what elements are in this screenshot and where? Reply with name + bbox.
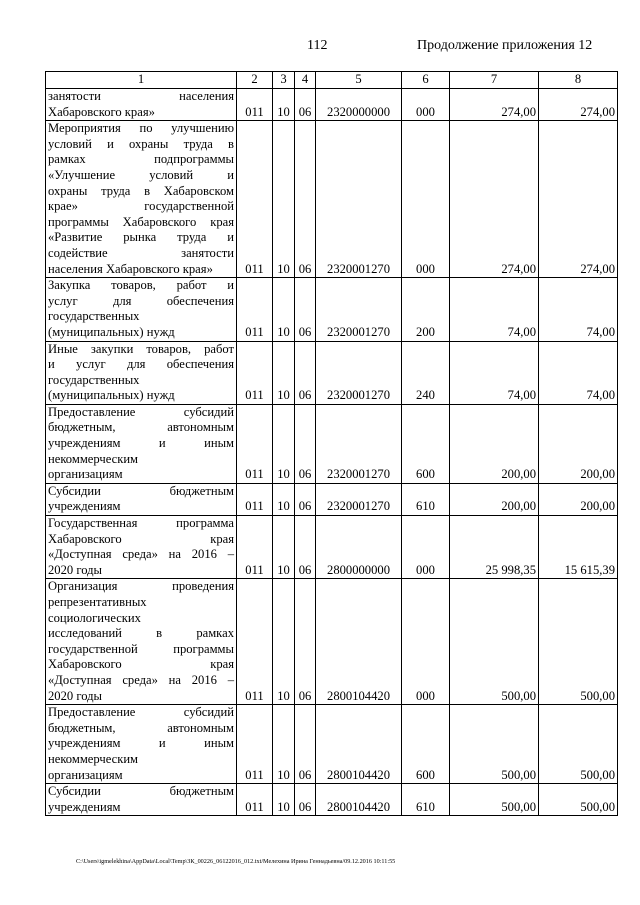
cell-item-name: [46, 483, 237, 515]
page-number: 112: [307, 38, 328, 53]
cell-amount-2017: 500,00: [450, 784, 539, 816]
table-row: [46, 579, 618, 705]
cell-subsection: 06: [295, 705, 316, 784]
cell-expense-type: 000: [402, 516, 450, 579]
cell-subsection: 06: [295, 516, 316, 579]
cell-section: 10: [273, 516, 295, 579]
cell-expense-type: 240: [402, 341, 450, 404]
item-name-line: «Доступная среда» на 2016 –: [48, 672, 234, 687]
cell-admin-code: 011: [237, 705, 273, 784]
column-header: 4: [295, 72, 316, 89]
item-name-line: крае» государственной: [48, 199, 234, 214]
cell-item-name: [46, 278, 237, 341]
cell-amount-2018: 200,00: [539, 404, 618, 483]
table-row: [46, 121, 618, 278]
item-name-line: учреждениям: [48, 799, 121, 814]
cell-section: 10: [273, 784, 295, 816]
item-name-line: Предоставление субсидий: [48, 404, 234, 419]
cell-amount-2017: 274,00: [450, 121, 539, 278]
cell-admin-code: 011: [237, 784, 273, 816]
budget-table: [45, 71, 618, 816]
table-row: [46, 516, 618, 579]
cell-amount-2017: 74,00: [450, 278, 539, 341]
cell-target-article: 2800104420: [316, 705, 402, 784]
cell-amount-2018: 200,00: [539, 483, 618, 515]
item-name-line: бюджетным, автономным: [48, 720, 234, 735]
table-row: [46, 404, 618, 483]
cell-expense-type: 000: [402, 89, 450, 121]
cell-admin-code: 011: [237, 89, 273, 121]
item-name-line: программы Хабаровского края: [48, 214, 234, 229]
item-name-line: бюджетным, автономным: [48, 420, 234, 435]
cell-target-article: 2320001270: [316, 341, 402, 404]
item-name-line: репрезентативных: [48, 595, 147, 609]
column-header: 3: [273, 72, 295, 89]
cell-section: 10: [273, 705, 295, 784]
cell-amount-2018: 74,00: [539, 341, 618, 404]
table-row: [46, 784, 618, 816]
table-row: [46, 341, 618, 404]
cell-expense-type: 600: [402, 404, 450, 483]
cell-amount-2017: 200,00: [450, 483, 539, 515]
cell-admin-code: 011: [237, 278, 273, 341]
cell-section: 10: [273, 121, 295, 278]
cell-expense-type: 000: [402, 579, 450, 705]
cell-section: 10: [273, 404, 295, 483]
item-name-line: государственной программы: [48, 641, 234, 656]
item-name-line: Хабаровского края: [48, 657, 234, 672]
cell-admin-code: 011: [237, 483, 273, 515]
cell-subsection: 06: [295, 278, 316, 341]
cell-expense-type: 610: [402, 784, 450, 816]
item-name-line: занятости населения: [48, 89, 234, 103]
cell-admin-code: 011: [237, 579, 273, 705]
cell-item-name: [46, 89, 237, 121]
cell-section: 10: [273, 579, 295, 705]
cell-expense-type: 000: [402, 121, 450, 278]
cell-item-name: [46, 579, 237, 705]
cell-amount-2018: 500,00: [539, 705, 618, 784]
column-header: 2: [237, 72, 273, 89]
cell-section: 10: [273, 483, 295, 515]
item-name-line: 2020 годы: [48, 688, 102, 703]
item-name-line: населения Хабаровского края»: [48, 261, 213, 276]
cell-subsection: 06: [295, 89, 316, 121]
item-name-line: Мероприятия по улучшению: [48, 121, 234, 136]
cell-target-article: 2800000000: [316, 516, 402, 579]
item-name-line: Хабаровского края: [48, 531, 234, 546]
cell-item-name: [46, 341, 237, 404]
column-header: 7: [450, 72, 539, 89]
item-name-line: Государственная программа: [48, 516, 234, 531]
cell-amount-2018: 74,00: [539, 278, 618, 341]
item-name-line: (муниципальных) нужд: [48, 388, 175, 403]
cell-amount-2018: 500,00: [539, 579, 618, 705]
cell-amount-2018: 274,00: [539, 89, 618, 121]
column-header: 8: [539, 72, 618, 89]
item-name-line: Предоставление субсидий: [48, 705, 234, 720]
item-name-line: охраны труда в Хабаровском: [48, 183, 234, 198]
item-name-line: и услуг для обеспечения: [48, 357, 234, 372]
cell-admin-code: 011: [237, 121, 273, 278]
cell-section: 10: [273, 341, 295, 404]
cell-admin-code: 011: [237, 341, 273, 404]
continuation-note: Продолжение приложения 12: [417, 38, 593, 53]
item-name-line: 2020 годы: [48, 562, 102, 577]
cell-item-name: [46, 516, 237, 579]
file-path-footer: C:\Users\igmelekhina\AppData\Local\Temp\ЗК_00226_06122016_012.txt/Мелехина Ирина Геннадьевна/09.12.2016 10:11:55: [76, 858, 396, 865]
item-name-line: условий и охраны труда в: [48, 136, 234, 151]
item-name-line: исследований в рамках: [48, 626, 234, 641]
item-name-line: учреждениям и иным: [48, 736, 234, 751]
table-header-row: [46, 72, 618, 89]
item-name-line: Закупка товаров, работ и: [48, 278, 234, 293]
item-name-line: Организация проведения: [48, 579, 234, 594]
cell-section: 10: [273, 278, 295, 341]
cell-amount-2017: 500,00: [450, 579, 539, 705]
column-header: 1: [46, 72, 237, 89]
item-name-line: организациям: [48, 467, 123, 482]
column-header: 6: [402, 72, 450, 89]
cell-target-article: 2320001270: [316, 404, 402, 483]
cell-amount-2018: 274,00: [539, 121, 618, 278]
cell-target-article: 2800104420: [316, 784, 402, 816]
cell-admin-code: 011: [237, 516, 273, 579]
cell-admin-code: 011: [237, 404, 273, 483]
item-name-line: государственных: [48, 372, 140, 387]
cell-expense-type: 600: [402, 705, 450, 784]
cell-item-name: [46, 121, 237, 278]
item-name-line: учреждениям и иным: [48, 436, 234, 451]
table-row: [46, 705, 618, 784]
item-name-line: социологических: [48, 610, 141, 625]
cell-target-article: 2800104420: [316, 579, 402, 705]
cell-target-article: 2320001270: [316, 483, 402, 515]
cell-subsection: 06: [295, 121, 316, 278]
cell-section: 10: [273, 89, 295, 121]
cell-item-name: [46, 784, 237, 816]
item-name-line: Субсидии бюджетным: [48, 483, 234, 498]
item-name-line: некоммерческим: [48, 451, 139, 466]
table-row: [46, 483, 618, 515]
cell-subsection: 06: [295, 784, 316, 816]
cell-amount-2017: 274,00: [450, 89, 539, 121]
cell-subsection: 06: [295, 483, 316, 515]
cell-target-article: 2320001270: [316, 121, 402, 278]
cell-expense-type: 610: [402, 483, 450, 515]
cell-amount-2018: 500,00: [539, 784, 618, 816]
item-name-line: «Улучшение условий и: [48, 167, 234, 182]
cell-amount-2017: 500,00: [450, 705, 539, 784]
cell-subsection: 06: [295, 341, 316, 404]
item-name-line: Субсидии бюджетным: [48, 784, 234, 799]
table-body: [46, 72, 618, 816]
column-header: 5: [316, 72, 402, 89]
item-name-line: услуг для обеспечения: [48, 293, 234, 308]
cell-expense-type: 200: [402, 278, 450, 341]
item-name-line: государственных: [48, 309, 140, 324]
cell-amount-2017: 74,00: [450, 341, 539, 404]
cell-amount-2018: 15 615,39: [539, 516, 618, 579]
item-name-line: содействие занятости: [48, 245, 234, 260]
item-name-line: «Развитие рынка труда и: [48, 230, 234, 245]
item-name-line: организациям: [48, 767, 123, 782]
item-name-line: рамках подпрограммы: [48, 152, 234, 167]
item-name-line: (муниципальных) нужд: [48, 324, 175, 339]
cell-item-name: [46, 705, 237, 784]
item-name-line: Хабаровского края»: [48, 104, 155, 119]
cell-target-article: 2320001270: [316, 278, 402, 341]
item-name-line: «Доступная среда» на 2016 –: [48, 547, 234, 562]
cell-subsection: 06: [295, 404, 316, 483]
item-name-line: учреждениям: [48, 499, 121, 514]
item-name-line: Иные закупки товаров, работ: [48, 341, 234, 356]
cell-subsection: 06: [295, 579, 316, 705]
table-row: [46, 278, 618, 341]
cell-target-article: 2320000000: [316, 89, 402, 121]
table-row: [46, 89, 618, 121]
cell-amount-2017: 200,00: [450, 404, 539, 483]
cell-amount-2017: 25 998,35: [450, 516, 539, 579]
item-name-line: некоммерческим: [48, 751, 139, 766]
cell-item-name: [46, 404, 237, 483]
